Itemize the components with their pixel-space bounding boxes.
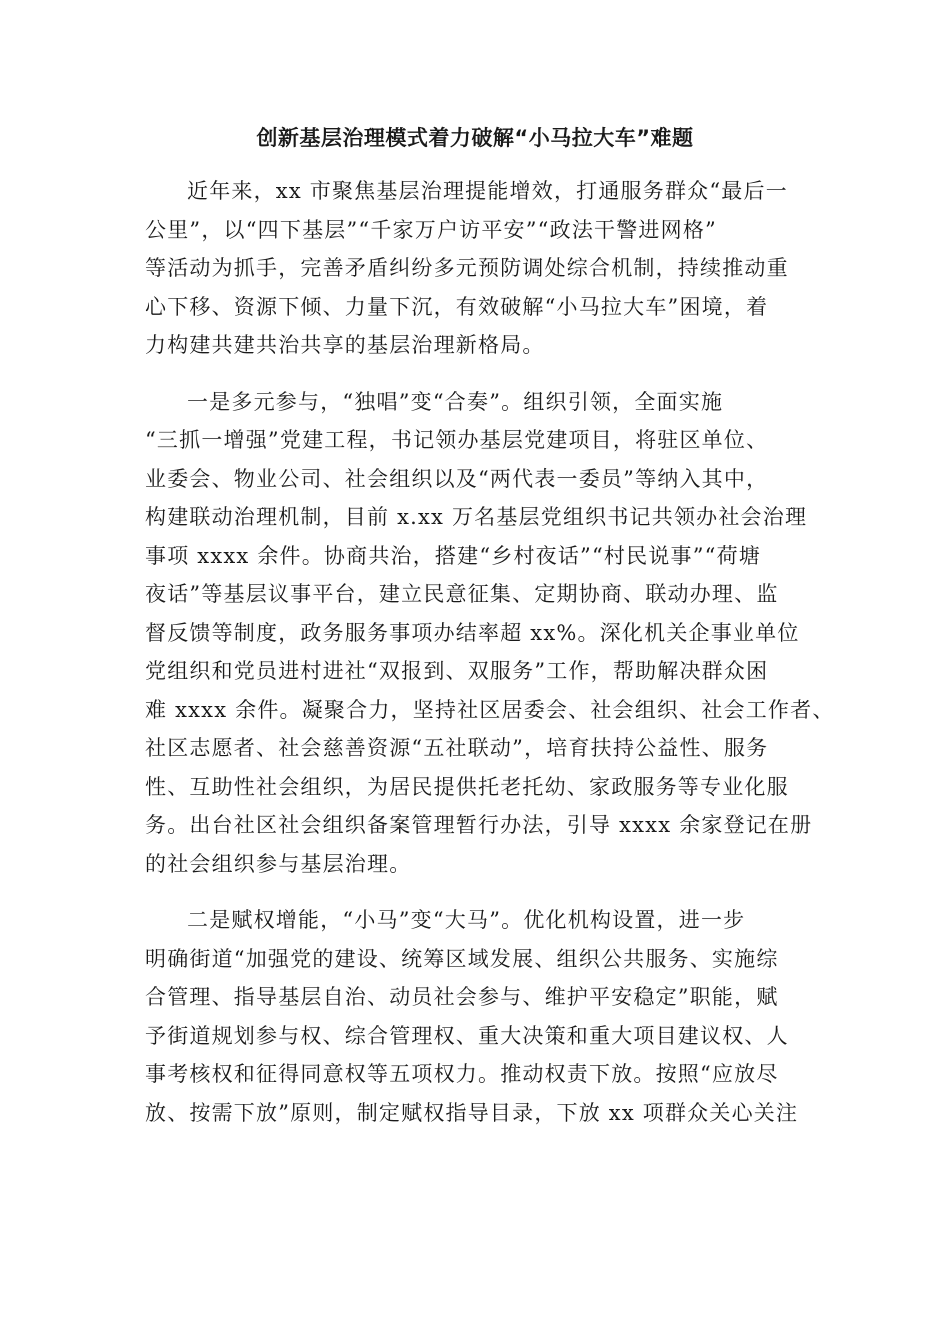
paragraph-line: 业委会、物业公司、社会组织以及“两代表一委员”等纳入其中， — [145, 466, 769, 491]
paragraph-line: 放、按需下放”原则，制定赋权指导目录，下放 xx 项群众关心关注 — [145, 1100, 799, 1125]
paragraph-line: 予街道规划参与权、综合管理权、重大决策和重大项目建议权、人 — [145, 1023, 789, 1048]
paragraph-line: 事考核权和征得同意权等五项权力。推动权责下放。按照“应放尽 — [145, 1062, 779, 1086]
paragraph-line: 难 xxxx 余件。凝聚合力，坚持社区居委会、社会组织、社会工作者、 — [145, 697, 835, 722]
paragraph-line: 心下移、资源下倾、力量下沉，有效破解“小马拉大车”困境，着 — [145, 294, 769, 319]
paragraph-line: 力构建共建共治共享的基层治理新格局。 — [145, 333, 545, 357]
paragraph-line: 夜话”等基层议事平台，建立民意征集、定期协商、联动办理、监 — [145, 582, 779, 606]
paragraph-line: 社区志愿者、社会慈善资源“五社联动”，培育扶持公益性、服务 — [145, 736, 769, 760]
paragraph-line: 合管理、指导基层自治、动员社会参与、维护平安稳定”职能，赋 — [145, 985, 779, 1009]
paragraph-line: 近年来，xx 市聚焦基层治理提能增效，打通服务群众“最后一 — [187, 179, 788, 203]
paragraph-line: “三抓一增强”党建工程，书记领办基层党建项目，将驻区单位、 — [145, 428, 769, 452]
paragraph-line: 党组织和党员进村进社“双报到、双服务”工作，帮助解决群众困 — [145, 659, 769, 683]
paragraph-line: 公里”，以“四下基层”“千家万户访平安”“政法干警进网格” — [145, 217, 717, 242]
paragraph-line: 事项 xxxx 余件。协商共治，搭建“乡村夜话”“村民说事”“荷塘 — [145, 543, 762, 568]
document-title: 创新基层治理模式着力破解“小马拉大车”难题 — [256, 126, 694, 150]
paragraph-line: 二是赋权增能，“小马”变“大马”。优化机构设置，进一步 — [187, 908, 746, 932]
paragraph-line: 一是多元参与，“独唱”变“合奏”。组织引领，全面实施 — [187, 389, 724, 414]
paragraph-line: 明确街道“加强党的建设、统筹区域发展、组织公共服务、实施综 — [145, 946, 779, 971]
paragraph-line: 性、互助性社会组织，为居民提供托老托幼、家政服务等专业化服 — [145, 774, 789, 799]
paragraph-line: 的社会组织参与基层治理。 — [145, 851, 412, 876]
paragraph — [145, 172, 825, 365]
paragraph — [145, 901, 825, 1132]
paragraph-line: 务。出台社区社会组织备案管理暂行办法，引导 xxxx 余家登记在册 — [145, 813, 813, 837]
paragraph-line: 督反馈等制度，政务服务事项办结率超 xx%。深化机关企事业单位 — [145, 620, 800, 645]
document-body — [145, 172, 835, 1150]
paragraph-line: 构建联动治理机制，目前 x.xx 万名基层党组织书记共领办社会治理 — [145, 505, 808, 529]
paragraph — [145, 383, 835, 884]
paragraph-line: 等活动为抓手，完善矛盾纠纷多元预防调处综合机制，持续推动重 — [145, 256, 789, 280]
